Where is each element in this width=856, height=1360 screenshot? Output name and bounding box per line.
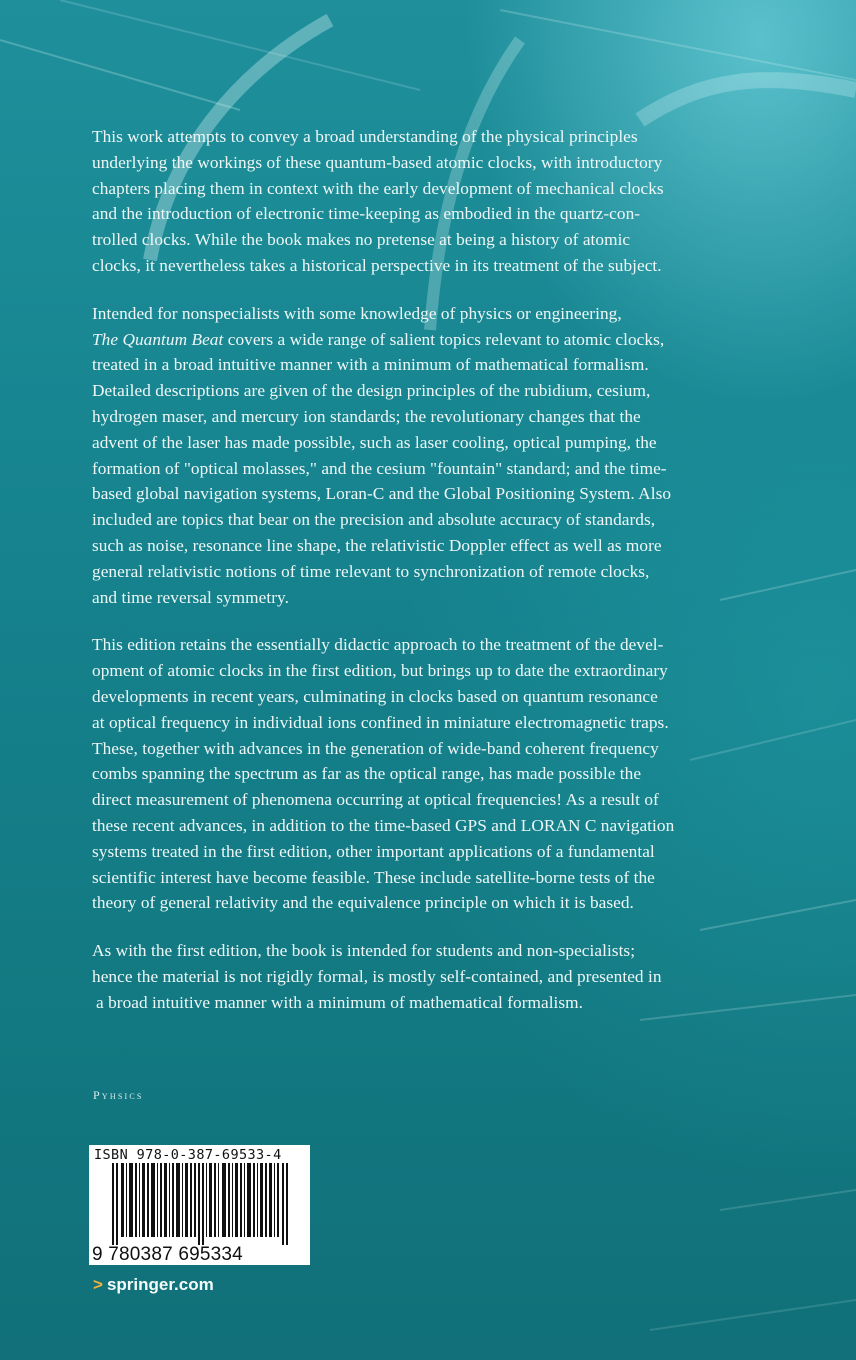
text-fragment: covers a wide range of salient topics relevant to atomic clocks,	[223, 329, 665, 349]
text-line: at optical frequency in individual ions confined in miniature electromagnetic traps.	[92, 712, 669, 732]
text-line: hence the material is not rigidly formal, is mostly self-contained, and presented in	[92, 966, 662, 986]
text-line: based global navigation systems, Loran-C and the Global Positioning System. Also	[92, 484, 672, 504]
text-line: formation of "optical molasses," and the cesium "fountain" standard; and the time-	[92, 458, 667, 478]
text-line: These, together with advances in the generation of wide-band coherent frequency	[92, 738, 659, 758]
website-link[interactable]: springer.com	[106, 1275, 214, 1294]
text-line: general relativistic notions of time relevant to synchronization of remote clocks,	[92, 561, 650, 581]
text-line-with-title	[92, 327, 720, 353]
text-line: opment of atomic clocks in the first edition, but brings up to date the extraordinary	[92, 661, 668, 681]
text-line: advent of the laser has made possible, such as laser cooling, optical pumping, the	[92, 432, 657, 452]
text-line: included are topics that bear on the precision and absolute accuracy of standards,	[92, 510, 656, 530]
subject-category: Pyhsics	[93, 1088, 144, 1102]
text-line: and the introduction of electronic time-keeping as embodied in the quartz-con-	[92, 204, 641, 224]
text-line: As with the first edition, the book is intended for students and non-specialists;	[92, 941, 636, 961]
isbn-barcode	[89, 1145, 310, 1265]
isbn-label: ISBN 978-0-387-69533-4	[94, 1147, 282, 1163]
text-line: Intended for nonspecialists with some knowledge of physics or engineering,	[92, 303, 622, 323]
text-line: direct measurement of phenomena occurring at optical frequencies! As a result of	[92, 790, 659, 810]
text-line: these recent advances, in addition to the time-based GPS and LORAN C navigation	[92, 815, 675, 835]
text-line: hydrogen maser, and mercury ion standards; the revolutionary changes that the	[92, 406, 641, 426]
text-line: scientific interest have become feasible. These include satellite-borne tests of the	[92, 867, 655, 887]
text-line: a broad intuitive manner with a minimum of mathematical formalism.	[96, 992, 584, 1012]
text-line: systems treated in the first edition, other important applications of a fundamental	[92, 841, 655, 861]
text-line: such as noise, resonance line shape, the relativistic Doppler effect as well as more	[92, 535, 662, 555]
text-line: underlying the workings of these quantum-based atomic clocks, with introductory	[92, 152, 663, 172]
text-line: combs spanning the spectrum as far as the optical range, has made possible the	[92, 764, 642, 784]
paragraph-edition	[92, 632, 720, 916]
text-line: clocks, it nevertheless takes a historical perspective in its treatment of the subject.	[92, 255, 662, 275]
text-line: trolled clocks. While the book makes no pretense at being a history of atomic	[92, 230, 631, 250]
book-title-italic: The Quantum Beat	[92, 329, 224, 349]
text-line: This work attempts to convey a broad understanding of the physical principles	[92, 127, 638, 146]
text-line: chapters placing them in context with the early development of mechanical clocks	[92, 178, 664, 198]
paragraph-audience	[92, 301, 720, 611]
paragraph-overview	[92, 124, 720, 279]
text-line: treated in a broad intuitive manner with a minimum of mathematical formalism.	[92, 355, 649, 375]
text-line: developments in recent years, culminating in clocks based on quantum resonance	[92, 686, 658, 706]
barcode-bars	[90, 1163, 309, 1245]
paragraph-intended-for	[92, 938, 720, 1015]
text-line: Detailed descriptions are given of the design principles of the rubidium, cesium,	[92, 381, 651, 401]
back-cover-text	[92, 124, 720, 1038]
ean-digits: 9 780387 695334	[92, 1244, 243, 1265]
text-line: This edition retains the essentially didactic approach to the treatment of the devel-	[92, 635, 664, 655]
text-line: and time reversal symmetry.	[92, 587, 289, 607]
text-line: theory of general relativity and the equivalence principle on which it is based.	[92, 893, 634, 913]
publisher-website[interactable]	[93, 1275, 214, 1295]
arrow-icon: >	[93, 1275, 103, 1294]
